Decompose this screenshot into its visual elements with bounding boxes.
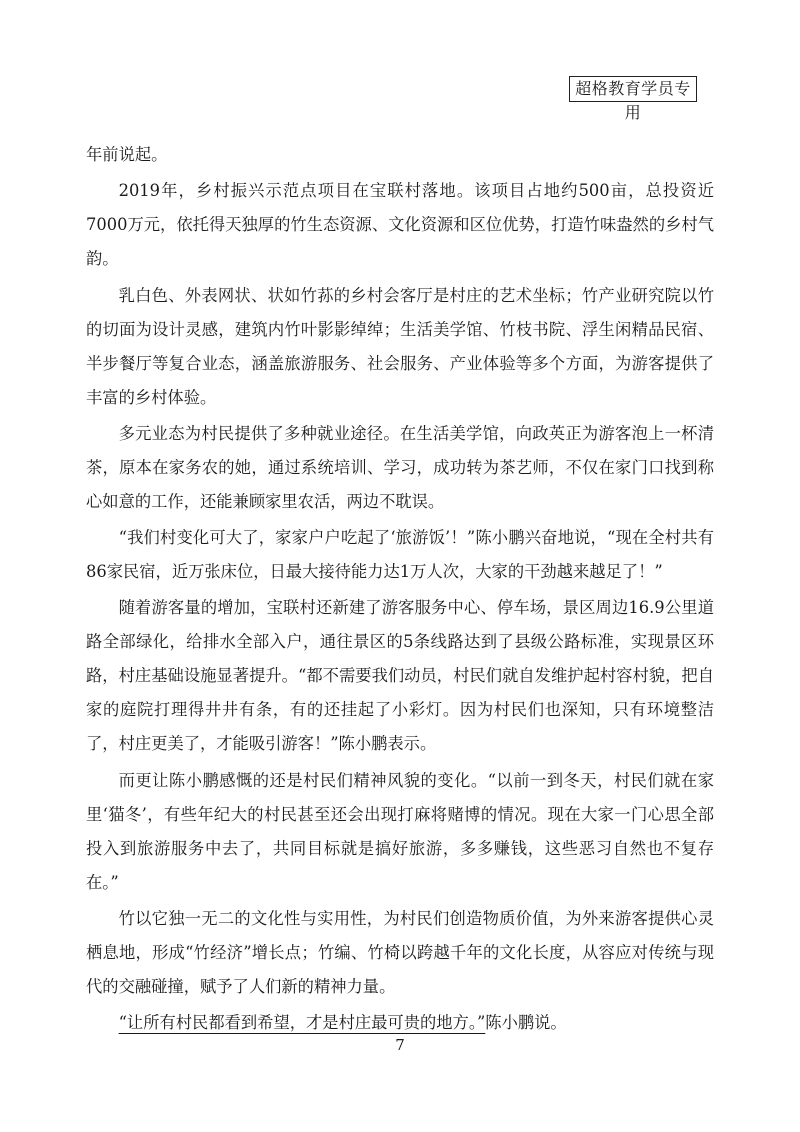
quote-attribution: 陈小鹏说。 — [485, 1013, 567, 1033]
page-number: 7 — [395, 1036, 405, 1054]
article-body — [86, 138, 714, 1043]
paragraph-continuation: 年前说起。 — [86, 145, 168, 164]
paragraph-village-architecture: 乳白色、外表网状、状如竹荪的乡村会客厅是村庄的艺术坐标；竹产业研究院以竹的切面为设计灵感，建筑内竹叶影影绰绰；生活美学馆、竹枝书院、浮生闲精品民宿、半步餐厅等复合业态，涵盖旅游服务、社会服务、产业体验等多个方面，为游客提供了丰富的乡村体验。 — [86, 285, 714, 407]
underlined-quote: “让所有村民都看到希望，才是村庄最可贵的地方。” — [118, 1013, 486, 1033]
paragraph-infrastructure: 随着游客量的增加，宝联村还新建了游客服务中心、停车场，景区周边16.9公里道路全部绿化，给排水全部入户，通往景区的5条线路达到了县级公路标准，实现景区环路，村庄基础设施显著提升。“都不需要我们动员，村民们就自发维护起村容村貌，把自家的庭院打理得井井有条，有的还挂起了小彩灯。因为村民们也深知，只有环境整洁了，村庄更美了，才能吸引游客！”陈小鹏表示。 — [86, 598, 714, 754]
paragraph-bamboo-culture: 竹以它独一无二的文化性与实用性，为村民们创造物质价值，为外来游客提供心灵栖息地，形成“竹经济”增长点；竹编、竹椅以跨越千年的文化长度，从容应对传统与现代的交融碰撞，赋予了人们新的精神力量。 — [86, 909, 714, 997]
paragraph-tourism-quote: “我们村变化可大了，家家户户吃起了‘旅游饭’！”陈小鹏兴奋地说，“现在全村共有86家民宿，近万张床位，日最大接待能力达1万人次，大家的干劲越来越足了！” — [86, 528, 714, 582]
paragraph-project-landing: 2019年，乡村振兴示范点项目在宝联村落地。该项目占地约500亩，总投资近7000万元，依托得天独厚的竹生态资源、文化资源和区位优势，打造竹味盎然的乡村气韵。 — [86, 181, 714, 269]
paragraph-spirit-change: 而更让陈小鹏感慨的还是村民们精神风貌的变化。“以前一到冬天，村民们就在家里‘猫冬’，有些年纪大的村民甚至还会出现打麻将赌博的情况。现在大家一门心思全部投入到旅游服务中去了，共同目标就是搞好旅游，多多赚钱，这些恶习自然也不复存在。” — [86, 770, 714, 892]
paragraph-employment: 多元业态为村民提供了多种就业途径。在生活美学馆，向政英正为游客泡上一杯清茶，原本在家务农的她，通过系统培训、学习，成功转为茶艺师，不仅在家门口找到称心如意的工作，还能兼顾家里农活，两边不耽误。 — [86, 423, 714, 511]
exclusive-use-badge: 超格教育学员专用 — [569, 76, 697, 102]
